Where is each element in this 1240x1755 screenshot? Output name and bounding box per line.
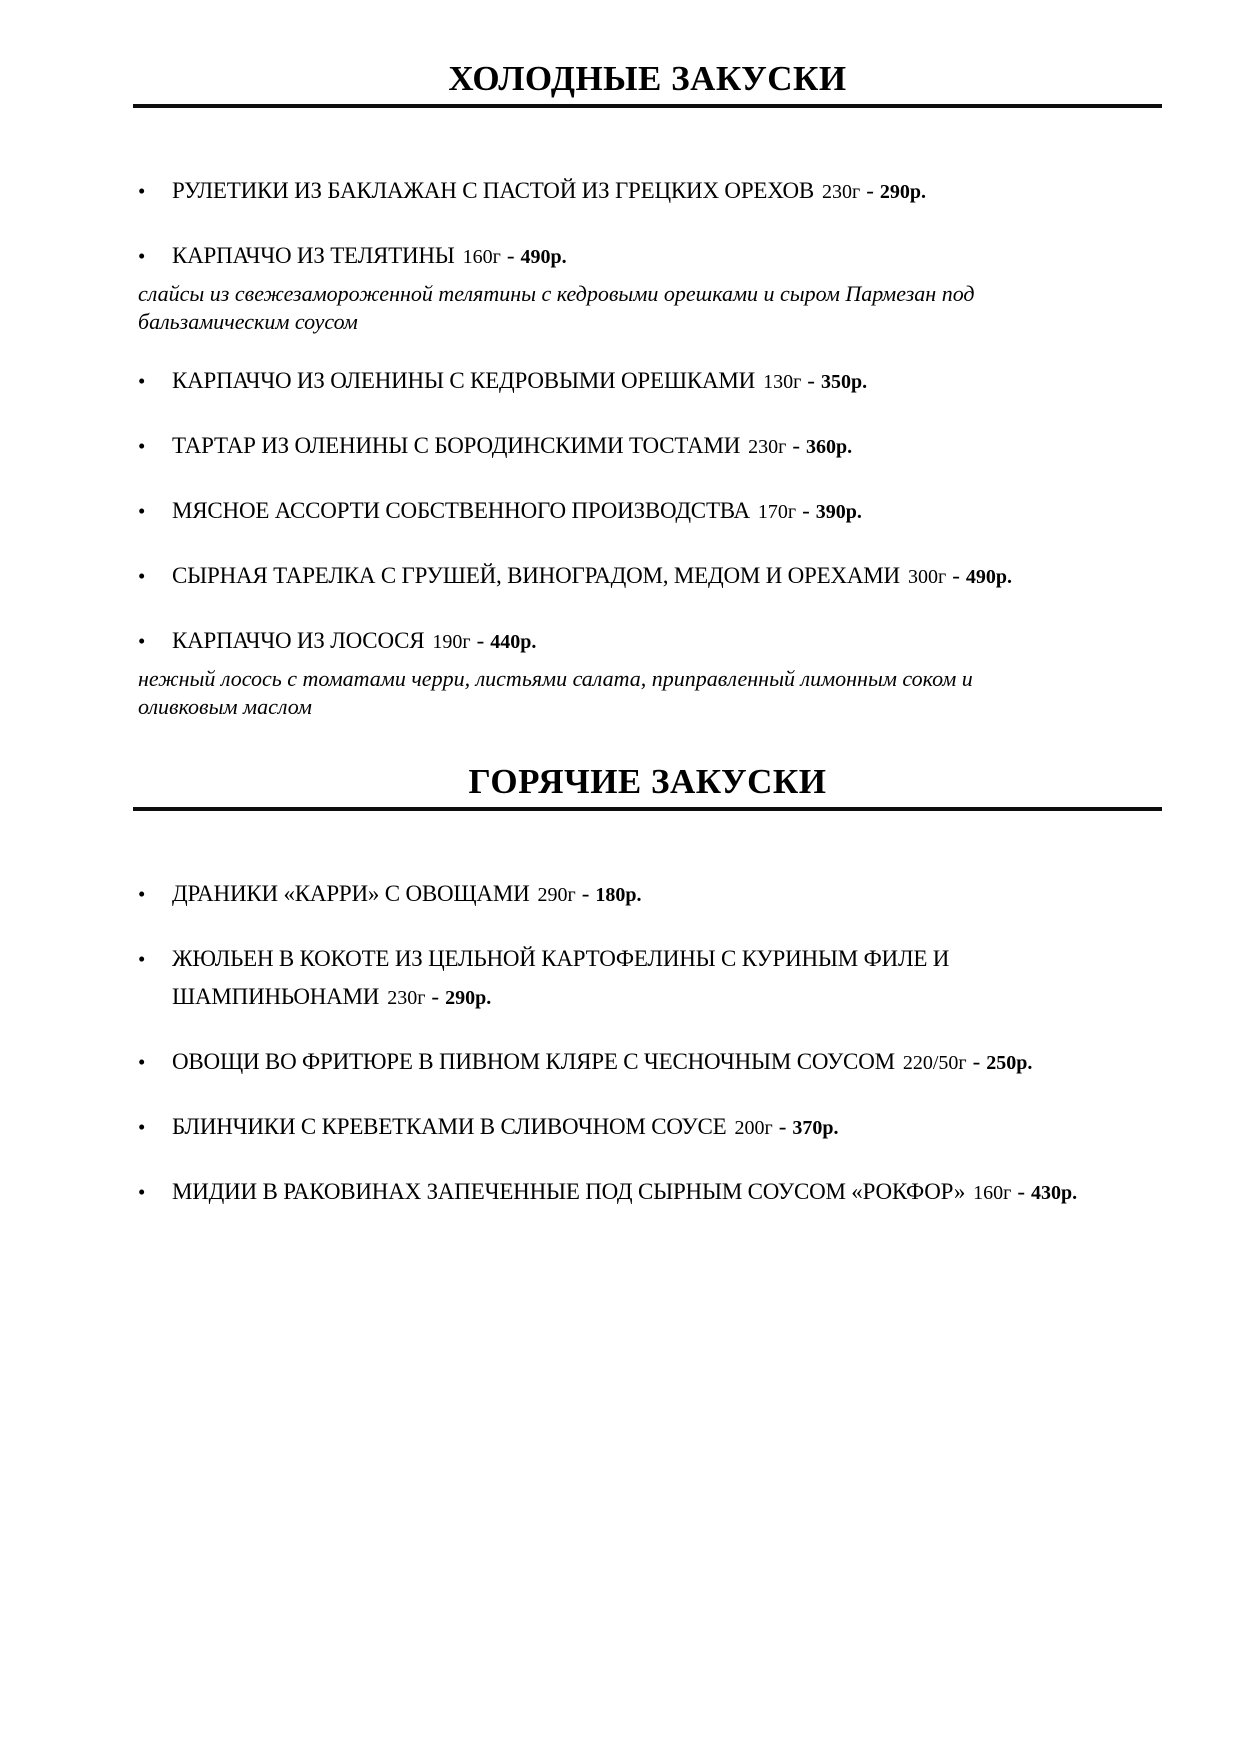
menu-item	[138, 1173, 1120, 1212]
bullet-icon: •	[138, 369, 146, 393]
item-weight: 160г	[462, 246, 501, 268]
price-separator: -	[778, 1114, 787, 1139]
item-name: БЛИНЧИКИ С КРЕВЕТКАМИ В СЛИВОЧНОМ СОУСЕ	[172, 1114, 727, 1139]
bullet-icon: •	[138, 244, 146, 268]
bullet-icon: •	[138, 564, 146, 588]
section-header	[133, 58, 1162, 108]
item-weight: 190г	[432, 631, 471, 653]
item-name: ОВОЩИ ВО ФРИТЮРЕ В ПИВНОМ КЛЯРЕ С ЧЕСНОЧНЫМ СОУСОМ	[172, 1049, 895, 1074]
price-separator: -	[476, 628, 485, 653]
menu-section	[0, 761, 1240, 1212]
item-price: 430р.	[1031, 1182, 1078, 1204]
item-weight: 200г	[734, 1117, 773, 1139]
bullet-icon: •	[138, 1115, 146, 1139]
bullet-icon: •	[138, 434, 146, 458]
item-price: 290р.	[445, 987, 492, 1009]
item-list	[0, 172, 1240, 721]
bullet-icon: •	[138, 179, 146, 203]
item-line	[172, 1179, 1077, 1204]
item-price: 370р.	[792, 1117, 839, 1139]
item-weight: 290г	[537, 884, 576, 906]
item-price: 290р.	[879, 181, 927, 203]
item-price: 180р.	[595, 884, 642, 906]
item-price: 440р.	[490, 631, 537, 653]
item-name: СЫРНАЯ ТАРЕЛКА С ГРУШЕЙ, ВИНОГРАДОМ, МЕДОМ И ОРЕХАМИ	[172, 563, 900, 588]
price-separator: -	[506, 243, 515, 268]
menu-item	[138, 557, 1120, 596]
price-separator: -	[581, 881, 590, 906]
section-title: ХОЛОДНЫЕ ЗАКУСКИ	[133, 58, 1162, 108]
price-separator: -	[1017, 1179, 1026, 1204]
item-name: ЖЮЛЬЕН В КОКОТЕ ИЗ ЦЕЛЬНОЙ КАРТОФЕЛИНЫ С КУРИНЫМ ФИЛЕ И ШАМПИНЬОНАМИ	[172, 946, 950, 1009]
item-name: РУЛЕТИКИ ИЗ БАКЛАЖАН С ПАСТОЙ ИЗ ГРЕЦКИХ ОРЕХОВ	[172, 178, 815, 203]
bullet-icon: •	[138, 499, 146, 523]
item-name: ДРАНИКИ «КАРРИ» С ОВОЩАМИ	[172, 881, 530, 906]
item-price: 390р.	[815, 501, 862, 523]
menu-item	[138, 940, 1120, 1017]
item-line	[172, 1049, 1032, 1074]
item-line	[172, 1114, 839, 1139]
item-weight: 170г	[757, 501, 797, 523]
bullet-icon: •	[138, 947, 146, 971]
price-separator: -	[431, 984, 440, 1009]
price-separator: -	[802, 498, 810, 523]
item-description: слайсы из свежезамороженной телятины с кедровыми орешками и сыром Пармезан под бальзамическим соусом	[138, 281, 975, 334]
item-weight: 220/50г	[902, 1052, 967, 1074]
bullet-icon: •	[138, 1050, 146, 1074]
item-name: МИДИИ В РАКОВИНАХ ЗАПЕЧЕННЫЕ ПОД СЫРНЫМ СОУСОМ «РОКФОР»	[172, 1179, 966, 1204]
bullet-icon: •	[138, 629, 146, 653]
item-line	[172, 498, 862, 523]
price-separator: -	[807, 368, 815, 393]
item-description: нежный лосось с томатами черри, листьями салата, приправленный лимонным соком и оливковым маслом	[138, 666, 973, 719]
item-price: 490р.	[965, 566, 1012, 588]
item-weight: 130г	[763, 371, 802, 393]
item-line	[172, 243, 567, 268]
item-line	[172, 368, 867, 393]
item-price: 360р.	[806, 436, 853, 458]
item-weight: 230г	[387, 987, 426, 1009]
item-name: МЯСНОЕ АССОРТИ СОБСТВЕННОГО ПРОИЗВОДСТВА	[172, 498, 750, 523]
menu-item	[138, 427, 1120, 466]
item-line	[172, 178, 926, 203]
bullet-icon: •	[138, 882, 146, 906]
menu-item	[138, 1108, 1120, 1147]
item-weight: 230г	[822, 181, 861, 203]
item-line	[172, 881, 642, 906]
menu-item	[138, 492, 1120, 531]
menu-item	[138, 172, 1120, 211]
price-separator: -	[866, 178, 874, 203]
item-list	[0, 875, 1240, 1212]
item-line	[172, 433, 852, 458]
price-separator: -	[792, 433, 800, 458]
price-separator: -	[972, 1049, 981, 1074]
item-line	[172, 563, 1012, 588]
section-header	[133, 761, 1162, 811]
item-line	[172, 946, 949, 1009]
menu-item	[138, 622, 1120, 721]
item-price: 250р.	[986, 1052, 1033, 1074]
item-weight: 300г	[907, 566, 947, 588]
item-weight: 160г	[973, 1182, 1012, 1204]
price-separator: -	[952, 563, 960, 588]
menu-item	[138, 237, 1120, 336]
item-price: 490р.	[520, 246, 567, 268]
item-name: КАРПАЧЧО ИЗ ТЕЛЯТИНЫ	[172, 243, 455, 268]
item-name: КАРПАЧЧО ИЗ ОЛЕНИНЫ С КЕДРОВЫМИ ОРЕШКАМИ	[172, 368, 756, 393]
section-title: ГОРЯЧИЕ ЗАКУСКИ	[133, 761, 1162, 811]
menu-item	[138, 875, 1120, 914]
item-weight: 230г	[748, 436, 787, 458]
menu-item	[138, 362, 1120, 401]
item-name: КАРПАЧЧО ИЗ ЛОСОСЯ	[172, 628, 425, 653]
menu-item	[138, 1043, 1120, 1082]
menu-section	[0, 58, 1240, 721]
menu-document	[0, 58, 1240, 1212]
item-line	[172, 628, 536, 653]
item-name: ТАРТАР ИЗ ОЛЕНИНЫ С БОРОДИНСКИМИ ТОСТАМИ	[172, 433, 741, 458]
item-price: 350р.	[820, 371, 868, 393]
bullet-icon: •	[138, 1180, 146, 1204]
